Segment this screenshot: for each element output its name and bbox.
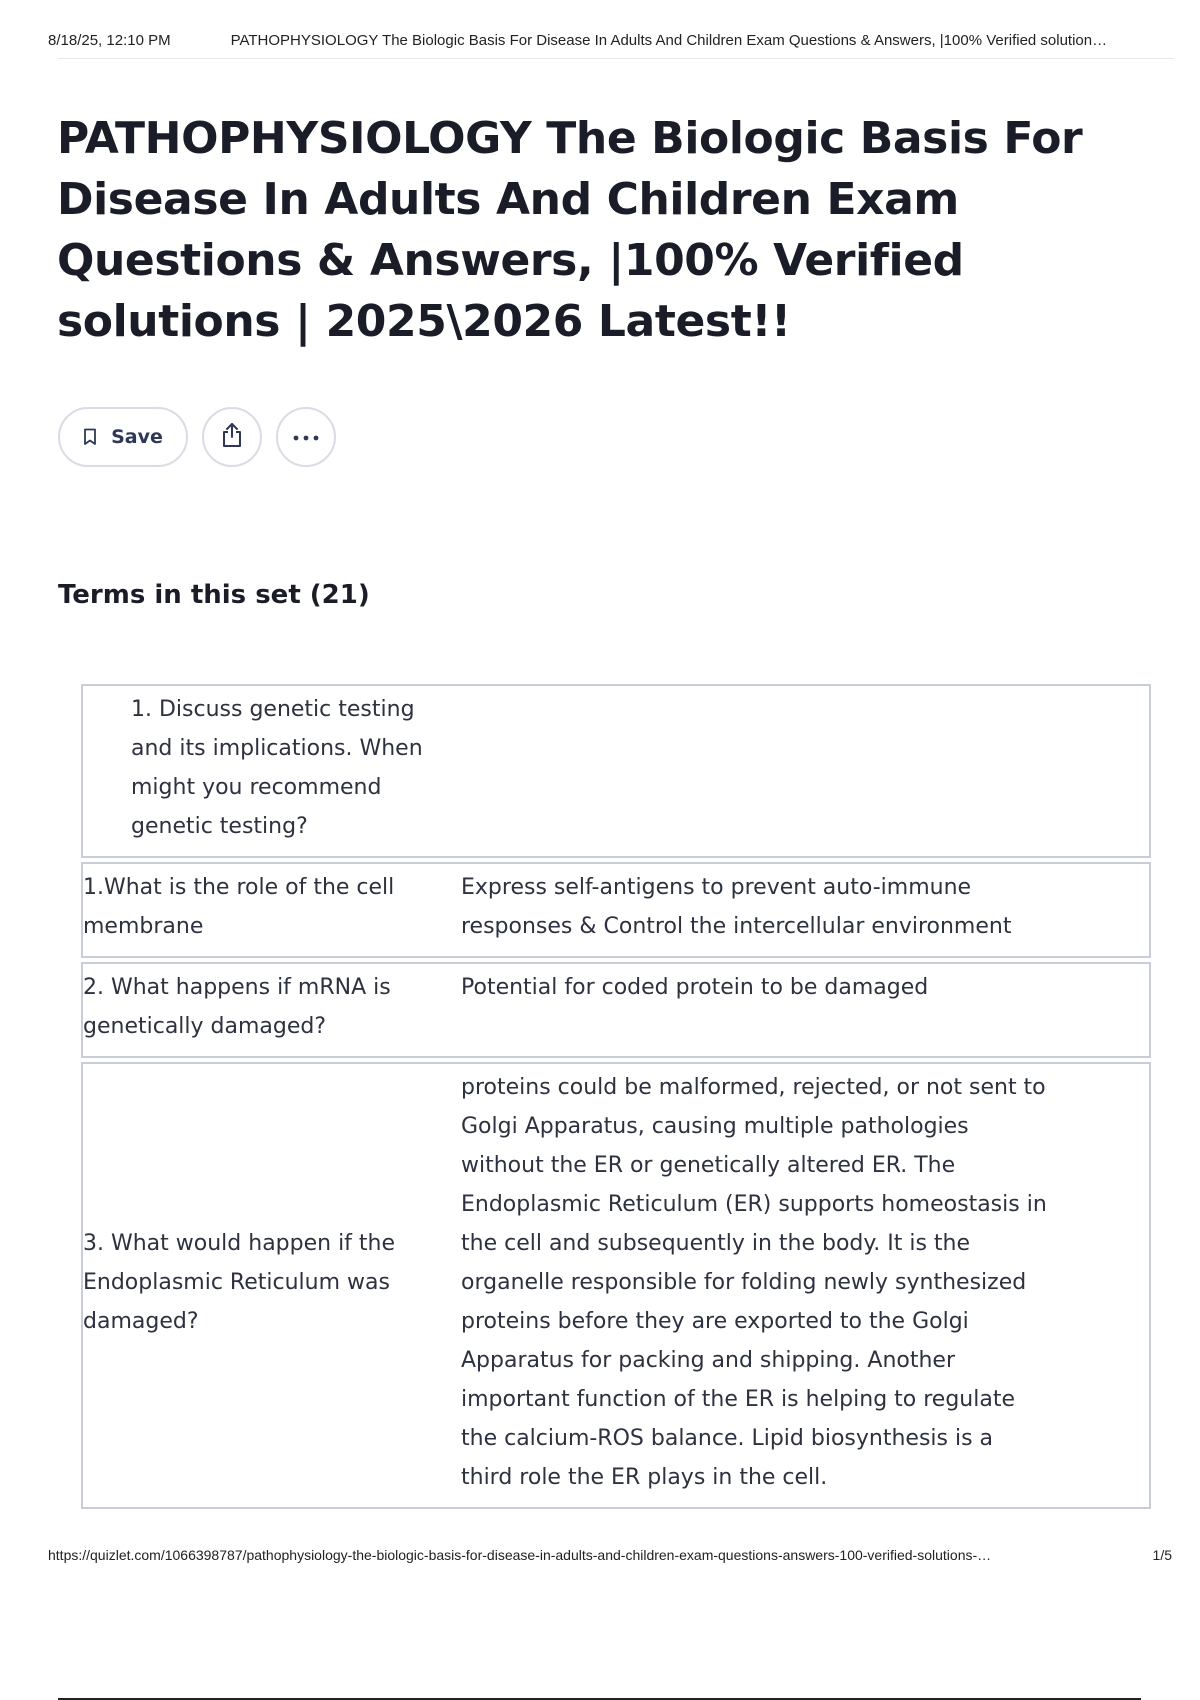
more-button[interactable] — [276, 407, 336, 467]
save-button[interactable] — [58, 407, 188, 467]
terms-table — [81, 684, 1151, 1509]
print-footer — [48, 1547, 1172, 1563]
save-label: Save — [111, 426, 163, 448]
action-bar — [58, 407, 336, 467]
print-date: 8/18/25, 12:10 PM — [48, 31, 171, 49]
more-icon — [293, 428, 319, 446]
term-cell — [82, 685, 1150, 857]
term-row — [82, 685, 1150, 857]
definition-text: Express self-antigens to prevent auto-immune responses & Control the intercellular environment — [413, 863, 1150, 957]
print-doc-title: PATHOPHYSIOLOGY The Biologic Basis For Disease In Adults And Children Exam Questions & Answers, |100% Verified solution… — [230, 31, 1108, 49]
header-divider — [58, 58, 1174, 59]
share-button[interactable] — [202, 407, 262, 467]
definition-text: Potential for coded protein to be damaged — [413, 963, 1150, 1057]
term-text: 1. Discuss genetic testing and its implications. When might you recommend genetic testing? — [131, 697, 423, 839]
print-url: https://quizlet.com/1066398787/pathophysiology-the-biologic-basis-for-disease-in-adults-and-children-exam-questions-answers-100-verified-solutions-… — [48, 1547, 992, 1563]
definition-text: proteins could be malformed, rejected, or not sent to Golgi Apparatus, causing multiple pathologies without the ER or genetically altered ER. The Endoplasmic Reticulum (ER) supports homeostasis in the cell and subsequently in the body. It is the organelle responsible for folding newly synthesized proteins before they are exported to the Golgi Apparatus for packing and shipping. Another important function of the ER is helping to regulate the calcium-ROS balance. Lipid biosynthesis is a third role the ER plays in the cell. — [413, 1063, 1150, 1508]
share-icon — [220, 422, 244, 453]
term-text: 2. What happens if mRNA is genetically damaged? — [82, 963, 413, 1057]
page-title: PATHOPHYSIOLOGY The Biologic Basis For Disease In Adults And Children Exam Questions & Answers, |100% Verified solutions | 2025\2026 Latest!! — [57, 113, 1083, 347]
term-row — [82, 863, 1150, 957]
print-header — [48, 28, 1172, 52]
term-row — [82, 963, 1150, 1057]
terms-heading: Terms in this set (21) — [58, 580, 370, 610]
term-text: 1.What is the role of the cell membrane — [82, 863, 413, 957]
term-row — [82, 1063, 1150, 1508]
term-text: 3. What would happen if the Endoplasmic Reticulum was damaged? — [82, 1063, 413, 1508]
page-number: 1/5 — [1152, 1547, 1172, 1563]
bookmark-icon — [83, 428, 97, 446]
